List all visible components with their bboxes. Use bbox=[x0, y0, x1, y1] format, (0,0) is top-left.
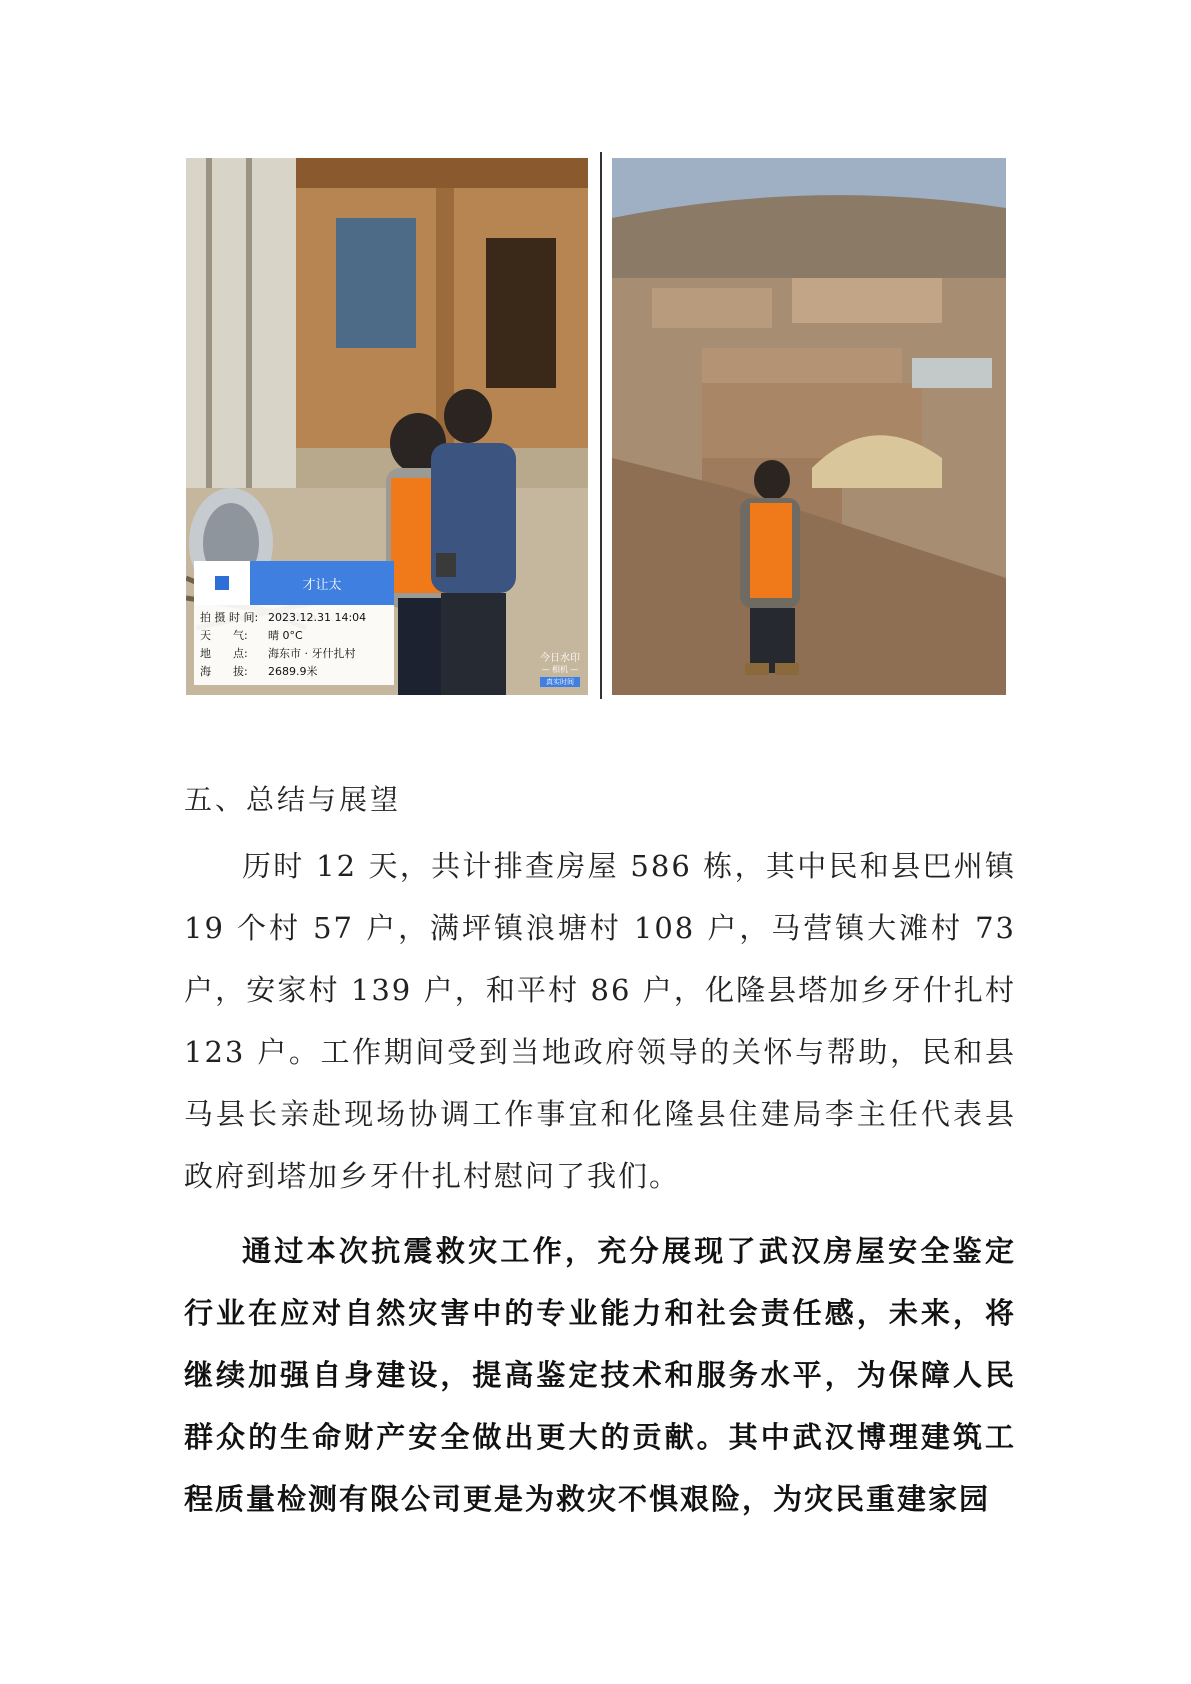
watermark-row-weather: 天 气: 晴 0°C bbox=[200, 629, 303, 642]
summary-paragraph: 历时 12 天，共计排查房屋 586 栋，其中民和县巴州镇 19 个村 57 户，满坪镇浪塘村 108 户，马营镇大滩村 73 户，安家村 139 户，和平村 86 户，化隆县塔加乡牙什扎村 123 户。工作期间受到当地政府领导的关怀与帮助，民和县马县长亲赴现场协调工作事宜和化隆县住建局李主任代表县政府到塔加乡牙什扎村慰问了我们。 bbox=[184, 849, 1016, 1193]
photo-divider bbox=[600, 152, 602, 699]
outlook-paragraph: 通过本次抗震救灾工作，充分展现了武汉房屋安全鉴定行业在应对自然灾害中的专业能力和社会责任感，未来，将继续加强自身建设，提高鉴定技术和服务水平，为保障人民群众的生命财产安全做出更大的贡献。其中武汉博理建筑工程质量检测有限公司更是为救灾不惧艰险，为灾民重建家园 bbox=[184, 1234, 1016, 1516]
watermark-logo-icon bbox=[194, 561, 250, 605]
watermark-row-altitude: 海 拔: 2689.9米 bbox=[200, 665, 318, 678]
photo-hillside-village bbox=[612, 158, 1006, 695]
watermark-brand: 今日水印 — 相机 — 真实时间 bbox=[540, 653, 580, 686]
photo-inspection-courtyard bbox=[186, 158, 588, 695]
hillside-photo-illustration bbox=[612, 158, 1006, 695]
photo-watermark bbox=[194, 561, 394, 691]
watermark-name: 才让太 bbox=[250, 561, 394, 605]
section-heading: 五、总结与展望 bbox=[184, 783, 402, 816]
watermark-row-time: 拍 摄 时 间: 2023.12.31 14:04 bbox=[200, 611, 367, 624]
watermark-row-location: 地 点: 海东市 · 牙什扎村 bbox=[200, 647, 356, 660]
